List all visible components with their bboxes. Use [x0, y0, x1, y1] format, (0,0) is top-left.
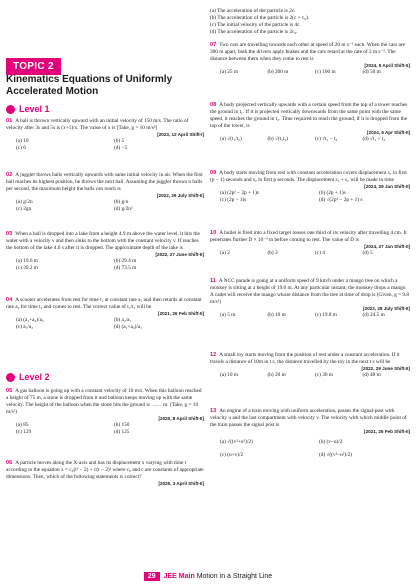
question-01	[6, 118, 204, 152]
question-number: 09	[210, 170, 217, 176]
question-06-options	[210, 8, 410, 36]
option-b[interactable]: (b) 200 m	[267, 69, 289, 76]
footer-chapter: Motion in a Straight Line	[196, 573, 273, 580]
option-b[interactable]: (b) 10 m	[267, 312, 286, 319]
option-d[interactable]: (d) 73.5 m	[114, 265, 137, 272]
page-number: 29	[144, 572, 160, 581]
page-footer	[0, 572, 416, 581]
question-10	[210, 230, 410, 257]
question-text: A body starts moving from rest with constant acceleration covers displacement s₁ in first (p − 1) seconds and s₂ in first p seconds. The displacement s₁ + s₂ will be made in time	[210, 170, 407, 184]
question-number: 10	[210, 230, 217, 236]
question-04	[6, 297, 204, 331]
question-08	[210, 102, 410, 143]
question-13	[210, 408, 410, 459]
question-text: A gas balloon is going up with a constant velocity of 10 m/s. When this balloon reached a height of 75 m, a stone is dropped from it and balloon keeps moving up with the same velocity. The height of the balloon when the stone hits the ground is …… m. (Take, g = 10 m/s²)	[6, 388, 202, 416]
question-07	[210, 42, 410, 76]
question-number: 06	[6, 460, 13, 466]
option-c[interactable]: (c) 2gn	[16, 206, 32, 213]
question-number: 12	[210, 352, 217, 358]
option-d[interactable]: (d) 125	[114, 429, 130, 436]
options	[6, 199, 204, 213]
question-number: 08	[210, 102, 217, 108]
option-d[interactable]: (d) √t₁ + t₂	[362, 136, 386, 143]
option-a[interactable]: (a) 25 m	[220, 69, 238, 76]
options	[210, 250, 410, 257]
option-c[interactable]: (c) a₁/a₂	[16, 324, 34, 331]
option-b[interactable]: (b) The acceleration of the particle is 2(c + c₀).	[210, 14, 310, 21]
option-b[interactable]: (b) a₂/a₁	[114, 317, 132, 324]
option-b[interactable]: (b) (v−u)/2	[319, 439, 343, 446]
option-d[interactable]: (d) 5	[362, 250, 373, 257]
exam-tag: [2024, 27 Jan Shift-II]	[364, 244, 410, 250]
exam-tag: [2020, 8 April Shift-II]	[158, 416, 204, 422]
option-c[interactable]: (c) 100 m	[315, 69, 336, 76]
options	[210, 69, 410, 76]
question-text: An engine of a train moving with uniform acceleration, passes the signal-post with velocity u and the last compartment with velocity v. The velocity with which middle point of the train passes the signal post is	[210, 408, 407, 429]
option-d[interactable]: (d) 40 m	[362, 372, 381, 379]
option-a[interactable]: (a) 2	[220, 250, 230, 257]
question-text: When a ball is dropped into a lake from a height 4.9 m above the water level, it hits the water with a velocity v and then sinks to the bottom with the constant velocity v. If reaches the bottom of the lake 4.0 s after it is dropped. The approximate depth of the lake is	[6, 231, 200, 252]
option-b[interactable]: (b) 5	[114, 138, 125, 145]
level-1-heading	[6, 104, 50, 116]
question-02	[6, 172, 204, 213]
question-06	[6, 460, 204, 487]
exam-tag: [2021, 26 Feb Shift-II]	[158, 311, 204, 317]
footer-brand: JEE Main	[163, 573, 195, 580]
option-c[interactable]: (c) (2p − 1)s	[220, 197, 247, 204]
option-d[interactable]: (d) The acceleration of the particle is 2c₀.	[210, 28, 298, 35]
question-text: A ball is thrown vertically upward with an initial velocity of 150 m/s. The ratio of velocity after 3s and 5s is (x+1)/x. The value of x is [Take, g = 10 m/s²]	[6, 118, 189, 132]
level-2-heading	[6, 372, 50, 384]
question-text: A body projected vertically upwards with a certain speed from the top of a tower reaches the ground in t₁. If it is projected vertically downwards from the same point with the same speed, it reaches the ground in t₂. Time required to reach the ground, if it is dropped from the top of the tower, is	[210, 102, 408, 130]
question-number: 04	[6, 297, 13, 303]
options	[6, 258, 204, 272]
option-a[interactable]: (a) (2p² − 2p + 1)s	[220, 190, 259, 197]
option-c[interactable]: (c) (u+v)/2	[220, 452, 244, 459]
option-b[interactable]: (b) (2p + 1)s	[319, 190, 346, 197]
question-12	[210, 352, 410, 379]
question-05	[6, 388, 204, 436]
options	[210, 136, 410, 143]
option-c[interactable]: (c) √t₁ − t₂	[315, 136, 338, 143]
level-icon	[6, 373, 15, 382]
exam-tag: [2023, 12 April Shift-I]	[157, 132, 204, 138]
option-c[interactable]: (c) 129	[16, 429, 32, 436]
option-b[interactable]: (b) 29.4 m	[114, 258, 137, 265]
question-09	[210, 170, 410, 204]
option-d[interactable]: (d) (a₁+a₂)/a₁	[114, 324, 143, 331]
question-03	[6, 231, 204, 272]
option-d[interactable]: (d) g/2n²	[114, 206, 133, 213]
option-c[interactable]: (c) The initial velocity of the particle is 4c.	[210, 21, 301, 28]
exam-tag: [2024, 9 April Shift-II]	[364, 63, 410, 69]
question-number: 11	[210, 278, 216, 284]
question-text: A juggler throws balls vertically upwards with same initial velocity in air. When the first ball reaches its highest position, he throws the next ball. Assuming the juggler throws n balls per second, the maximum height the balls can reach is	[6, 172, 203, 193]
question-text: A small toy starts moving from the position of rest under a constant acceleration. If it travels a distance of 10m in t s. the distance travelled by the toy in the next t s will be	[210, 352, 400, 366]
question-text: A NCC parade is going at a uniform speed of 9 km/h under a mango tree on which a monkey is sitting at a height of 19.6 m. At any particular instant, the monkey drops a mango. A cadet will receive the mango whose distance from the tree at time of drop is (Given, g = 9.8 m/s²)	[210, 278, 410, 306]
option-a[interactable]: (a) 19.6 m	[16, 258, 38, 265]
option-a[interactable]: (a) The acceleration of the particle is 2c.	[210, 8, 296, 14]
option-c[interactable]: (c) 39.2 m	[16, 265, 38, 272]
question-number: 05	[6, 388, 13, 394]
question-number: 03	[6, 231, 13, 237]
section-title: Kinematics Equations of Uniformly Accelerated Motion	[6, 74, 173, 97]
topic-badge: TOPIC 2	[6, 58, 61, 75]
options	[6, 317, 204, 331]
option-b[interactable]: (b) √(t₁t₂)	[267, 136, 289, 143]
option-b[interactable]: (b) 3	[267, 250, 278, 257]
option-a[interactable]: (a) (a₁+a₂)/a₂	[16, 317, 44, 324]
exam-tag: [2021, 25 Feb Shift-II]	[364, 429, 410, 435]
option-a[interactable]: (a) √((v²+u²)/2)	[220, 439, 253, 446]
option-d[interactable]: (d) 24.5 m	[362, 312, 385, 319]
option-b[interactable]: (b) g/n	[114, 199, 129, 206]
question-text: Two cars are travelling towards each other at speed of 20 m s⁻¹ each. When the cars are 300 m apart, both the drivers apply brakes and the cars retard at the rate of 2 m s⁻². The distance between them when they come to rest is	[210, 42, 405, 63]
options	[210, 439, 410, 459]
question-text: A scooter accelerates from rest for time t₁ at constant rate a₁ and then retards at constant rate a₂ for time t₂ and comes to rest. The correct value of t₁/t₂ will be	[6, 297, 202, 311]
options	[210, 190, 410, 204]
exam-tag: [2025, 3 April Shift-II]	[158, 481, 204, 487]
option-c[interactable]: (c) 6	[16, 145, 26, 152]
question-number: 01	[6, 118, 13, 124]
option-d[interactable]: (d) −5	[114, 145, 128, 152]
level-2-label: Level 2	[19, 372, 50, 382]
level-1-label: Level 1	[19, 104, 50, 114]
option-c[interactable]: (c) 4	[315, 250, 325, 257]
option-d[interactable]: (d) 50 m	[362, 69, 381, 76]
question-text: A bullet is fired into a fixed target looses one third of its velocity after travelling 4 cm. It penetrates further D × 10⁻³ m before coming to rest. The value of D is	[210, 230, 407, 244]
option-b[interactable]: (b) 150	[114, 422, 130, 429]
exam-tag: [2022, 29 June Shift-II]	[361, 366, 410, 372]
option-c[interactable]: (c) 19.8 m	[315, 312, 337, 319]
option-b[interactable]: (b) 20 m	[267, 372, 286, 379]
question-text: A particle moves along the X-axis and has its displacement x varying with time t according to the equation x = c₀(t² − 2) + c(t − 2)² where c₀ and c are constants of appropriate dimensions. Then, which of the following statements is correct?	[6, 460, 204, 481]
exam-tag: [2022, 29 July Shift-II]	[157, 193, 204, 199]
exam-tag: [2022, 28 July Shift-II]	[363, 306, 410, 312]
level-icon	[6, 105, 15, 114]
options	[210, 312, 410, 319]
exam-tag: [2022, 27 June Shift-II]	[155, 252, 204, 258]
options	[6, 422, 204, 436]
exam-tag: [2024, 29 Jan Shift-II]	[364, 184, 410, 190]
question-number: 02	[6, 172, 13, 178]
option-a[interactable]: (a) √(t₁/t₂)	[220, 136, 242, 143]
options	[6, 138, 204, 152]
option-a[interactable]: (a) 5 m	[220, 312, 236, 319]
option-c[interactable]: (c) 30 m	[315, 372, 333, 379]
question-number: 13	[210, 408, 217, 414]
options	[210, 372, 410, 379]
exam-tag: [2024, 6 Apr Shift-II]	[367, 130, 410, 136]
question-11	[210, 278, 410, 319]
option-a[interactable]: (a) g/2n	[16, 199, 33, 206]
option-d[interactable]: (d) √((v²−u²)/2)	[319, 452, 353, 459]
question-number: 07	[210, 42, 217, 48]
option-d[interactable]: (d) √(2p² − 2p + 1) s	[319, 197, 363, 204]
option-a[interactable]: (a) 10 m	[220, 372, 238, 379]
option-a[interactable]: (a) 10	[16, 138, 29, 145]
option-a[interactable]: (a) 85	[16, 422, 29, 429]
